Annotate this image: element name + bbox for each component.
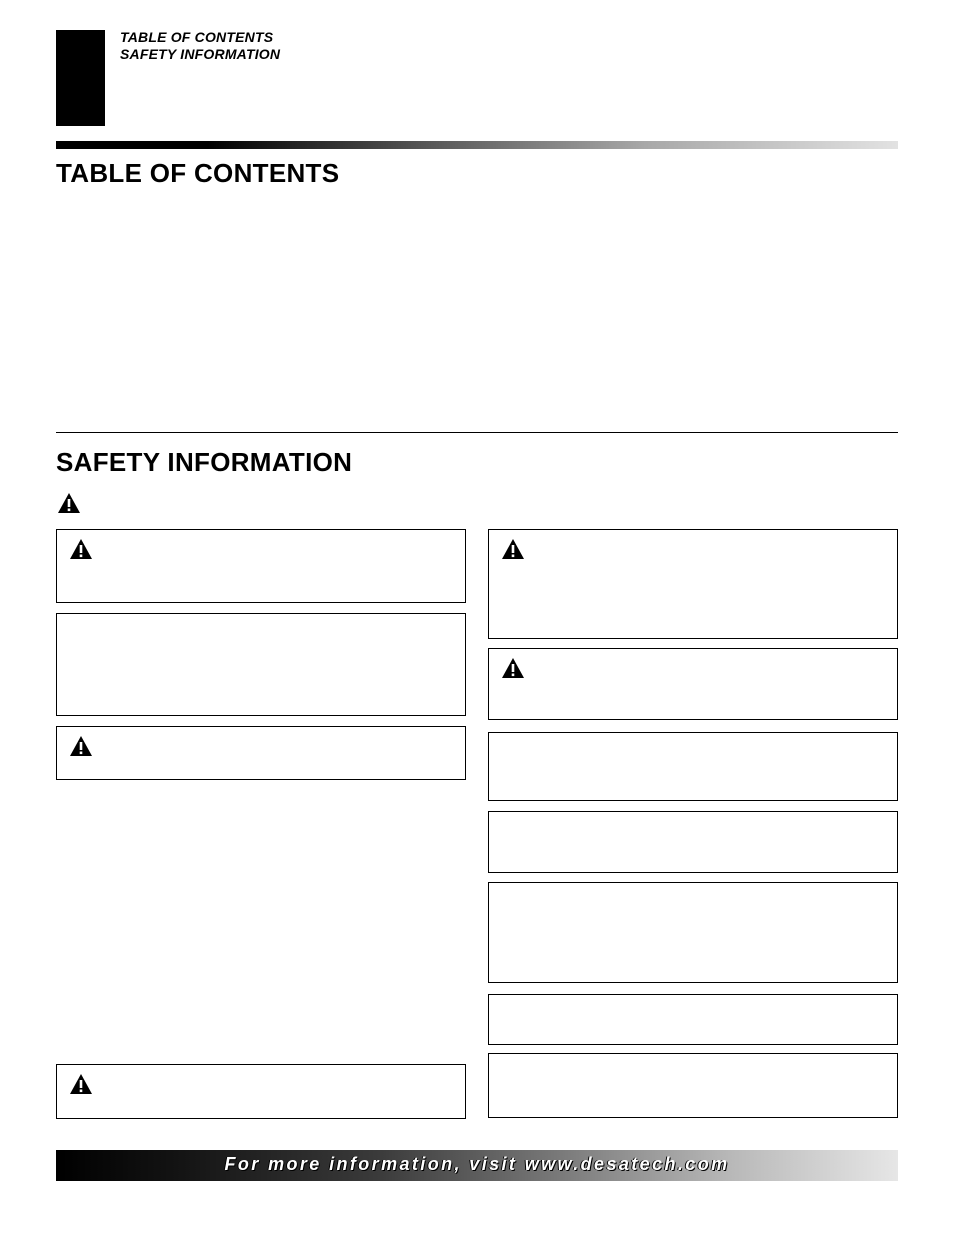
warning-box: [56, 529, 466, 603]
warning-triangle-icon: [501, 538, 525, 560]
warning-triangle-icon: [69, 538, 93, 560]
section-divider: [56, 432, 898, 433]
warning-triangle-icon: [501, 657, 525, 679]
toc-title: TABLE OF CONTENTS: [56, 158, 340, 188]
page-tab-marker: [56, 30, 105, 126]
warning-box: [488, 648, 898, 720]
notice-box: [488, 1053, 898, 1118]
footer-bar: [56, 1150, 898, 1181]
warning-box: [56, 726, 466, 780]
safety-title: SAFETY INFORMATION: [56, 447, 353, 477]
notice-box: [488, 882, 898, 983]
notice-box: [488, 732, 898, 801]
notice-box: [56, 613, 466, 716]
warning-triangle-icon: [69, 1073, 93, 1095]
header-toc-label: TABLE OF CONTENTS: [120, 29, 274, 45]
header-gradient-rule: [56, 141, 898, 149]
notice-box: [488, 994, 898, 1045]
warning-triangle-icon: [69, 735, 93, 757]
footer-website-text: For more information, visit www.desatech.com: [224, 1154, 730, 1174]
header-safety-label: SAFETY INFORMATION: [120, 46, 281, 62]
warning-triangle-icon: [57, 492, 81, 514]
warning-box: [488, 529, 898, 639]
warning-box: [56, 1064, 466, 1119]
notice-box: [488, 811, 898, 873]
